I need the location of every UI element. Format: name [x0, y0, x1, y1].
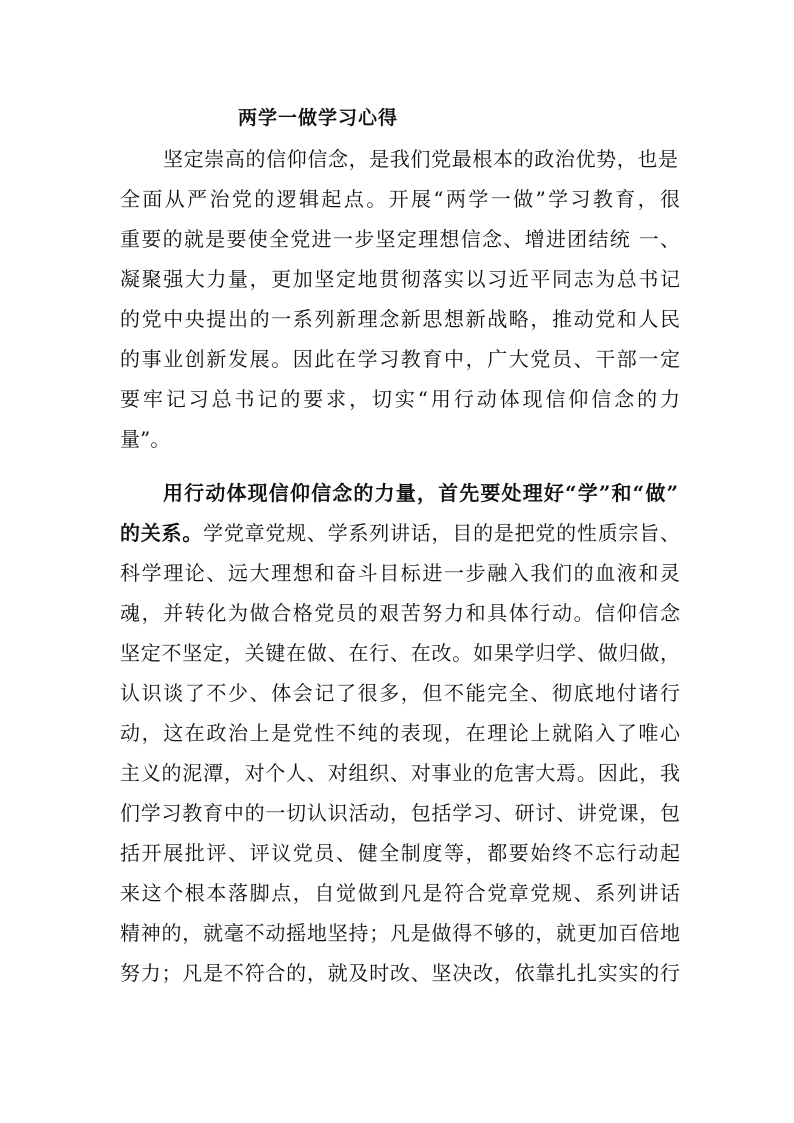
paragraph-2-line: 动，这在政治上是党性不纯的表现，在理论上就陷入了唯心 [120, 721, 680, 745]
paragraph-1-line: 重要的就是要使全党进一步坚定理想信念、增进团结统 一、 [120, 227, 680, 251]
paragraph-2-line: 们学习教育中的一切认识活动，包括学习、研讨、讲党课，包 [120, 801, 680, 825]
paragraph-2-line: 括开展批评、评议党员、健全制度等，都要始终不忘行动起 [120, 841, 680, 865]
paragraph-1-line: 量”。 [120, 427, 171, 451]
paragraph-2-line: 认识谈了不少、体会记了很多，但不能完全、彻底地付诸行 [120, 681, 680, 705]
paragraph-2-line: 魂，并转化为做合格党员的艰苦努力和具体行动。信仰信念 [120, 601, 680, 625]
paragraph-2-line-rest: 学党章党规、学系列讲话，目的是把党的性质宗旨、 [203, 521, 680, 545]
paragraph-2-line: 坚定不坚定，关键在做、在行、在改。如果学归学、做归做， [120, 641, 680, 665]
paragraph-1-line: 要牢记习总书记的要求，切实“用行动体现信仰信念的力 [120, 387, 680, 411]
paragraph-1-line: 全面从严治党的逻辑起点。开展“两学一做”学习教育，很 [120, 187, 680, 211]
paragraph-1-line: 坚定崇高的信仰信念，是我们党最根本的政治优势，也是 [163, 147, 678, 171]
paragraph-2-line: 主义的泥潭，对个人、对组织、对事业的危害大焉。因此，我 [120, 761, 680, 785]
paragraph-2-line: 科学理论、远大理想和奋斗目标进一步融入我们的血液和灵 [120, 561, 680, 585]
paragraph-2-lead-tail: 的关系。 [120, 521, 204, 545]
paragraph-1-line: 的党中央提出的一系列新理念新思想新战略，推动党和人民 [120, 307, 680, 331]
paragraph-2-line: 来这个根本落脚点，自觉做到凡是符合党章党规、系列讲话 [120, 881, 680, 905]
paragraph-2-lead-line: 用行动体现信仰信念的力量，首先要处理好“学”和“做” [163, 481, 678, 505]
paragraph-1-line: 的事业创新发展。因此在学习教育中，广大党员、干部一定 [120, 347, 680, 371]
paragraph-2-line [120, 521, 680, 545]
paragraph-2-line: 努力；凡是不符合的，就及时改、坚决改，依靠扎扎实实的行 [120, 961, 680, 985]
document-title: 两学一做学习心得 [238, 107, 399, 129]
paragraph-2-line: 精神的，就毫不动摇地坚持；凡是做得不够的，就更加百倍地 [120, 921, 680, 945]
paragraph-1-line: 凝聚强大力量，更加坚定地贯彻落实以习近平同志为总书记 [120, 267, 680, 291]
